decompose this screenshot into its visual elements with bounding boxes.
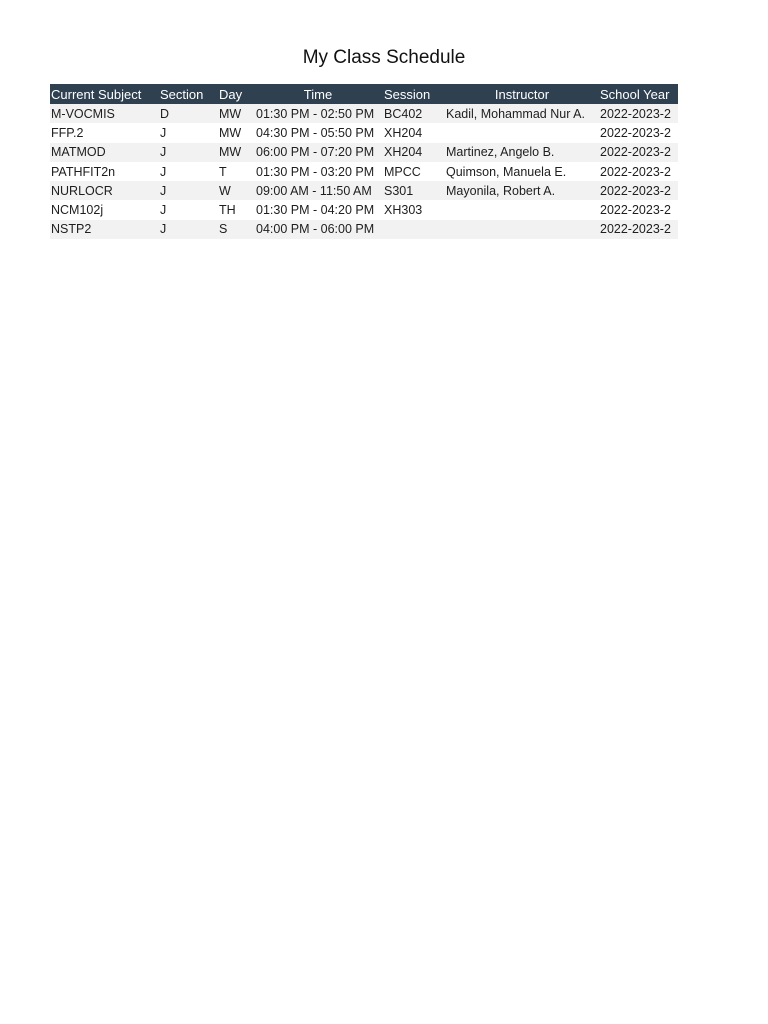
table-header-row bbox=[50, 84, 678, 104]
cell-section: J bbox=[159, 123, 218, 142]
column-header-time: Time bbox=[253, 84, 383, 104]
cell-session: XH204 bbox=[383, 143, 445, 162]
column-header-day: Day bbox=[218, 84, 253, 104]
cell-section: J bbox=[159, 200, 218, 219]
table-row bbox=[50, 123, 678, 142]
column-header-session: Session bbox=[383, 84, 445, 104]
cell-session: XH204 bbox=[383, 123, 445, 142]
table-row bbox=[50, 162, 678, 181]
cell-instructor bbox=[445, 123, 599, 142]
cell-subject: NURLOCR bbox=[50, 181, 159, 200]
table-row bbox=[50, 104, 678, 123]
cell-school-year: 2022-2023-2 bbox=[599, 143, 678, 162]
cell-time: 01:30 PM - 04:20 PM bbox=[253, 200, 383, 219]
column-header-instructor: Instructor bbox=[445, 84, 599, 104]
cell-subject: NCM102j bbox=[50, 200, 159, 219]
cell-day: MW bbox=[218, 123, 253, 142]
cell-session: BC402 bbox=[383, 104, 445, 123]
cell-subject: NSTP2 bbox=[50, 220, 159, 239]
cell-session bbox=[383, 220, 445, 239]
column-header-section: Section bbox=[159, 84, 218, 104]
cell-section: J bbox=[159, 143, 218, 162]
cell-school-year: 2022-2023-2 bbox=[599, 162, 678, 181]
cell-day: MW bbox=[218, 104, 253, 123]
cell-time: 06:00 PM - 07:20 PM bbox=[253, 143, 383, 162]
cell-section: J bbox=[159, 162, 218, 181]
cell-instructor: Kadil, Mohammad Nur A. bbox=[445, 104, 599, 123]
cell-time: 09:00 AM - 11:50 AM bbox=[253, 181, 383, 200]
cell-session: XH303 bbox=[383, 200, 445, 219]
cell-school-year: 2022-2023-2 bbox=[599, 181, 678, 200]
cell-session: S301 bbox=[383, 181, 445, 200]
cell-section: J bbox=[159, 220, 218, 239]
column-header-school-year: School Year bbox=[599, 84, 678, 104]
cell-subject: FFP.2 bbox=[50, 123, 159, 142]
cell-day: W bbox=[218, 181, 253, 200]
table-row bbox=[50, 220, 678, 239]
cell-school-year: 2022-2023-2 bbox=[599, 220, 678, 239]
cell-time: 01:30 PM - 03:20 PM bbox=[253, 162, 383, 181]
cell-instructor: Mayonila, Robert A. bbox=[445, 181, 599, 200]
schedule-table bbox=[50, 84, 678, 239]
cell-school-year: 2022-2023-2 bbox=[599, 200, 678, 219]
cell-day: TH bbox=[218, 200, 253, 219]
cell-time: 04:30 PM - 05:50 PM bbox=[253, 123, 383, 142]
table-row bbox=[50, 200, 678, 219]
column-header-current-subject: Current Subject bbox=[50, 84, 159, 104]
cell-time: 01:30 PM - 02:50 PM bbox=[253, 104, 383, 123]
cell-subject: MATMOD bbox=[50, 143, 159, 162]
cell-section: D bbox=[159, 104, 218, 123]
cell-instructor bbox=[445, 220, 599, 239]
cell-school-year: 2022-2023-2 bbox=[599, 123, 678, 142]
cell-day: T bbox=[218, 162, 253, 181]
cell-subject: M-VOCMIS bbox=[50, 104, 159, 123]
cell-section: J bbox=[159, 181, 218, 200]
cell-day: MW bbox=[218, 143, 253, 162]
table-row bbox=[50, 181, 678, 200]
page-title: My Class Schedule bbox=[302, 47, 466, 68]
cell-school-year: 2022-2023-2 bbox=[599, 104, 678, 123]
cell-instructor: Quimson, Manuela E. bbox=[445, 162, 599, 181]
table-row bbox=[50, 143, 678, 162]
cell-day: S bbox=[218, 220, 253, 239]
cell-subject: PATHFIT2n bbox=[50, 162, 159, 181]
cell-instructor bbox=[445, 200, 599, 219]
cell-session: MPCC bbox=[383, 162, 445, 181]
cell-instructor: Martinez, Angelo B. bbox=[445, 143, 599, 162]
cell-time: 04:00 PM - 06:00 PM bbox=[253, 220, 383, 239]
